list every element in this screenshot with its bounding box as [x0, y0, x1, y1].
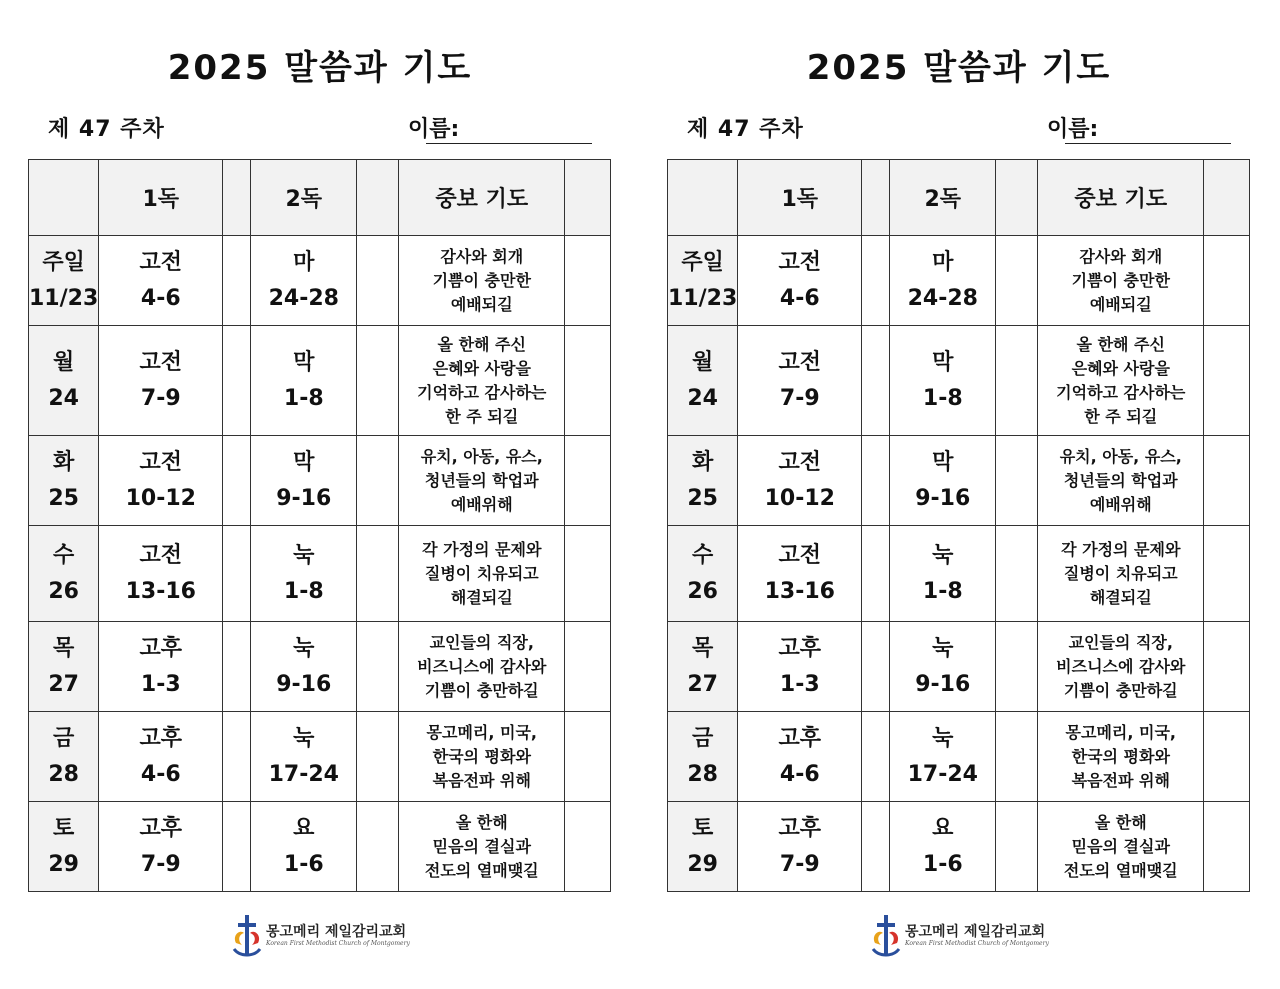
first-reading-cell: [99, 712, 223, 802]
first-reading-cell-line: 1-3: [140, 671, 181, 697]
prayer-cell-line: 복음전파 위해: [432, 770, 531, 790]
day-cell-line: 27: [687, 671, 718, 697]
first-reading-cell: [99, 436, 223, 526]
prayer-cell-line: 올 한해 주신: [1076, 334, 1165, 354]
header-second-reading: 2독: [251, 160, 357, 236]
header-prayer: 중보 기도: [399, 160, 565, 236]
first-reading-cell: [99, 622, 223, 712]
name-blank-line: [426, 143, 592, 144]
day-cell-line: 11/23: [29, 285, 99, 311]
prayer-cell: [1038, 526, 1204, 622]
day-cell-line: 28: [687, 761, 718, 787]
second-reading-cell: [890, 236, 996, 326]
first-reading-cell: [738, 526, 862, 622]
weekly-sheet-right: [659, 0, 1259, 989]
first-reading-cell-line: 고전: [778, 349, 822, 375]
day-cell-line: 24: [48, 385, 79, 411]
prayer-cell-line: 비즈니스에 감사와: [417, 656, 547, 676]
page-title: 2025 말씀과 기도: [806, 48, 1112, 88]
second-reading-cell: [251, 526, 357, 622]
prayer-cell: [399, 236, 565, 326]
day-cell: [668, 622, 738, 712]
prayer-cell-line: 질병이 치유되고: [424, 563, 539, 583]
check-cell-1[interactable]: [223, 236, 251, 326]
header-check-3: [1204, 160, 1250, 236]
prayer-cell-line: 교인들의 직장,: [1068, 632, 1173, 652]
table-row: [29, 326, 611, 436]
check-cell-3[interactable]: [565, 712, 611, 802]
first-reading-cell-line: 고전: [778, 249, 822, 275]
check-cell-1[interactable]: [223, 436, 251, 526]
prayer-cell-line: 각 가정의 문제와: [1061, 539, 1181, 559]
check-cell-3[interactable]: [1204, 326, 1250, 436]
name-blank-line: [1065, 143, 1231, 144]
first-reading-cell-line: 고후: [778, 725, 822, 751]
check-cell-2[interactable]: [357, 436, 399, 526]
prayer-cell-line: 유치, 아동, 유스,: [420, 446, 543, 466]
prayer-cell: [399, 526, 565, 622]
check-cell-2[interactable]: [357, 526, 399, 622]
day-cell: [29, 436, 99, 526]
table-row: [668, 236, 1250, 326]
prayer-cell: [1038, 326, 1204, 436]
header-first-reading: 1독: [99, 160, 223, 236]
prayer-cell-line: 몽고메리, 미국,: [1065, 722, 1176, 742]
first-reading-cell: [738, 712, 862, 802]
prayer-cell: [399, 326, 565, 436]
second-reading-cell: [890, 436, 996, 526]
day-cell-line: 27: [48, 671, 79, 697]
day-cell: [668, 802, 738, 892]
second-reading-cell-line: 요: [293, 815, 315, 841]
prayer-cell: [1038, 436, 1204, 526]
second-reading-cell: [890, 802, 996, 892]
table-row: [29, 526, 611, 622]
week-label: 제 47 주차: [48, 117, 165, 142]
table-header-row: [29, 160, 611, 236]
prayer-cell-line: 유치, 아동, 유스,: [1059, 446, 1182, 466]
second-reading-cell: [251, 236, 357, 326]
header-first-reading: 1독: [738, 160, 862, 236]
second-reading-cell: [251, 326, 357, 436]
day-cell: [668, 436, 738, 526]
check-cell-1[interactable]: [223, 526, 251, 622]
prayer-cell: [1038, 712, 1204, 802]
table-row: [668, 526, 1250, 622]
table-row: [668, 326, 1250, 436]
prayer-cell-line: 기쁨이 충만한: [1071, 270, 1170, 290]
church-name-korean: 몽고메리 제일감리교회: [905, 924, 1046, 940]
check-cell-1[interactable]: [862, 622, 890, 712]
first-reading-cell: [738, 436, 862, 526]
prayer-cell-line: 믿음의 결실과: [432, 836, 531, 856]
check-cell-1[interactable]: [862, 436, 890, 526]
check-cell-2[interactable]: [996, 712, 1038, 802]
first-reading-cell-line: 4-6: [140, 761, 181, 787]
first-reading-cell: [99, 802, 223, 892]
first-reading-cell-line: 고전: [139, 349, 183, 375]
prayer-cell-line: 한 주 되길: [445, 406, 519, 426]
check-cell-3[interactable]: [1204, 236, 1250, 326]
second-reading-cell-line: 눅: [932, 725, 954, 751]
day-cell: [29, 712, 99, 802]
check-cell-2[interactable]: [996, 622, 1038, 712]
first-reading-cell-line: 7-9: [140, 851, 181, 877]
header-check-2: [996, 160, 1038, 236]
prayer-cell-line: 몽고메리, 미국,: [426, 722, 537, 742]
day-cell-line: 11/23: [668, 285, 738, 311]
day-cell-line: 수: [53, 542, 75, 568]
first-reading-cell: [99, 526, 223, 622]
table-row: [29, 802, 611, 892]
check-cell-2[interactable]: [357, 236, 399, 326]
check-cell-2[interactable]: [357, 326, 399, 436]
day-cell-line: 화: [692, 449, 714, 475]
prayer-cell-line: 한국의 평화와: [432, 746, 531, 766]
second-reading-cell-line: 1-6: [922, 851, 963, 877]
first-reading-cell-line: 7-9: [779, 385, 820, 411]
day-cell: [29, 526, 99, 622]
prayer-cell-line: 올 한해 주신: [437, 334, 526, 354]
second-reading-cell-line: 눅: [293, 725, 315, 751]
prayer-cell: [399, 622, 565, 712]
header-check-1: [223, 160, 251, 236]
prayer-cell-line: 예배되길: [1089, 294, 1152, 314]
church-name-english: Korean First Methodist Church of Montgomery: [905, 940, 1049, 947]
check-cell-3[interactable]: [1204, 802, 1250, 892]
check-cell-3[interactable]: [1204, 526, 1250, 622]
check-cell-2[interactable]: [996, 436, 1038, 526]
prayer-cell-line: 질병이 치유되고: [1063, 563, 1178, 583]
first-reading-cell: [99, 236, 223, 326]
first-reading-cell-line: 고후: [139, 815, 183, 841]
second-reading-cell: [251, 712, 357, 802]
prayer-cell: [399, 436, 565, 526]
name-label: 이름:: [408, 117, 460, 142]
day-cell-line: 24: [687, 385, 718, 411]
table-row: [29, 712, 611, 802]
check-cell-3[interactable]: [565, 236, 611, 326]
table-row: [668, 436, 1250, 526]
second-reading-cell-line: 1-8: [283, 385, 324, 411]
header-prayer: 중보 기도: [1038, 160, 1204, 236]
second-reading-cell-line: 요: [932, 815, 954, 841]
prayer-cell-line: 해결되길: [450, 587, 513, 607]
second-reading-cell-line: 눅: [293, 542, 315, 568]
prayer-cell-line: 비즈니스에 감사와: [1056, 656, 1186, 676]
prayer-cell-line: 올 한해: [455, 812, 508, 832]
first-reading-cell-line: 고전: [778, 542, 822, 568]
check-cell-1[interactable]: [223, 622, 251, 712]
check-cell-1[interactable]: [862, 712, 890, 802]
second-reading-cell: [890, 622, 996, 712]
check-cell-1[interactable]: [223, 802, 251, 892]
prayer-cell-line: 청년들의 학업과: [1063, 470, 1178, 490]
day-cell-line: 금: [692, 725, 714, 751]
day-cell-line: 금: [53, 725, 75, 751]
day-cell: [668, 712, 738, 802]
prayer-cell-line: 은혜와 사랑을: [1071, 358, 1170, 378]
day-cell-line: 29: [687, 851, 718, 877]
prayer-cell-line: 기억하고 감사하는: [417, 382, 547, 402]
check-cell-1[interactable]: [862, 236, 890, 326]
day-cell-line: 주일: [681, 249, 724, 275]
first-reading-cell-line: 13-16: [764, 578, 835, 604]
first-reading-cell-line: 고전: [778, 449, 822, 475]
second-reading-cell-line: 눅: [293, 635, 315, 661]
table-row: [29, 436, 611, 526]
second-reading-cell-line: 9-16: [276, 671, 332, 697]
first-reading-cell-line: 10-12: [125, 485, 196, 511]
header-day-blank: [668, 160, 738, 236]
church-name-korean: 몽고메리 제일감리교회: [266, 924, 407, 940]
second-reading-cell-line: 9-16: [276, 485, 332, 511]
first-reading-cell-line: 13-16: [125, 578, 196, 604]
first-reading-cell-line: 4-6: [779, 761, 820, 787]
prayer-cell: [1038, 622, 1204, 712]
prayer-cell-line: 감사와 회개: [440, 246, 524, 266]
check-cell-2[interactable]: [357, 622, 399, 712]
second-reading-cell-line: 막: [293, 449, 315, 475]
day-cell: [668, 526, 738, 622]
table-row: [668, 802, 1250, 892]
check-cell-1[interactable]: [862, 802, 890, 892]
second-reading-cell: [251, 436, 357, 526]
prayer-cell-line: 기쁨이 충만하길: [1063, 680, 1178, 700]
first-reading-cell-line: 고전: [139, 249, 183, 275]
header-check-3: [565, 160, 611, 236]
prayer-cell-line: 복음전파 위해: [1071, 770, 1170, 790]
day-cell-line: 월: [53, 349, 75, 375]
prayer-cell-line: 은혜와 사랑을: [432, 358, 531, 378]
prayer-cell-line: 기쁨이 충만하길: [424, 680, 539, 700]
prayer-cell-line: 믿음의 결실과: [1071, 836, 1170, 856]
header-day-blank: [29, 160, 99, 236]
prayer-cell-line: 기억하고 감사하는: [1056, 382, 1186, 402]
second-reading-cell-line: 막: [932, 349, 954, 375]
second-reading-cell-line: 막: [932, 449, 954, 475]
first-reading-cell: [738, 622, 862, 712]
check-cell-3[interactable]: [1204, 436, 1250, 526]
check-cell-3[interactable]: [1204, 712, 1250, 802]
second-reading-cell-line: 1-8: [922, 578, 963, 604]
day-cell-line: 토: [692, 815, 714, 841]
header-check-2: [357, 160, 399, 236]
reading-plan-table: [667, 159, 1250, 892]
day-cell: [668, 326, 738, 436]
second-reading-cell: [890, 526, 996, 622]
first-reading-cell-line: 7-9: [140, 385, 181, 411]
prayer-cell-line: 예배위해: [1089, 494, 1152, 514]
first-reading-cell-line: 고후: [778, 815, 822, 841]
first-reading-cell: [738, 326, 862, 436]
header-check-1: [862, 160, 890, 236]
second-reading-cell-line: 24-28: [907, 285, 978, 311]
check-cell-3[interactable]: [565, 802, 611, 892]
church-logo: [230, 912, 410, 960]
prayer-cell-line: 전도의 열매맺길: [424, 860, 539, 880]
church-cross-flame-icon: [869, 913, 903, 959]
name-label: 이름:: [1047, 117, 1099, 142]
day-cell-line: 25: [687, 485, 718, 511]
week-label: 제 47 주차: [687, 117, 804, 142]
second-reading-cell-line: 17-24: [268, 761, 339, 787]
day-cell: [29, 622, 99, 712]
check-cell-3[interactable]: [565, 326, 611, 436]
prayer-cell-line: 한국의 평화와: [1071, 746, 1170, 766]
page-title: 2025 말씀과 기도: [167, 48, 473, 88]
second-reading-cell-line: 1-6: [283, 851, 324, 877]
day-cell-line: 주일: [42, 249, 85, 275]
first-reading-cell-line: 1-3: [779, 671, 820, 697]
check-cell-2[interactable]: [996, 526, 1038, 622]
first-reading-cell: [738, 802, 862, 892]
day-cell-line: 25: [48, 485, 79, 511]
first-reading-cell-line: 4-6: [140, 285, 181, 311]
second-reading-cell-line: 막: [293, 349, 315, 375]
check-cell-1[interactable]: [862, 326, 890, 436]
first-reading-cell-line: 고후: [778, 635, 822, 661]
day-cell: [29, 802, 99, 892]
day-cell-line: 월: [692, 349, 714, 375]
second-reading-cell: [251, 622, 357, 712]
second-reading-cell-line: 눅: [932, 635, 954, 661]
second-reading-cell-line: 눅: [932, 542, 954, 568]
day-cell-line: 29: [48, 851, 79, 877]
day-cell: [29, 326, 99, 436]
prayer-cell: [399, 712, 565, 802]
second-reading-cell-line: 9-16: [915, 671, 971, 697]
check-cell-2[interactable]: [357, 802, 399, 892]
table-row: [29, 622, 611, 712]
table-row: [668, 622, 1250, 712]
first-reading-cell-line: 4-6: [779, 285, 820, 311]
table-row: [668, 712, 1250, 802]
check-cell-3[interactable]: [1204, 622, 1250, 712]
prayer-cell: [1038, 802, 1204, 892]
prayer-cell-line: 올 한해: [1094, 812, 1147, 832]
prayer-cell-line: 전도의 열매맺길: [1063, 860, 1178, 880]
day-cell: [668, 236, 738, 326]
prayer-cell-line: 교인들의 직장,: [429, 632, 534, 652]
prayer-cell-line: 감사와 회개: [1079, 246, 1163, 266]
day-cell-line: 목: [53, 635, 75, 661]
prayer-cell-line: 한 주 되길: [1084, 406, 1158, 426]
header-second-reading: 2독: [890, 160, 996, 236]
check-cell-2[interactable]: [996, 236, 1038, 326]
first-reading-cell-line: 고후: [139, 725, 183, 751]
check-cell-2[interactable]: [357, 712, 399, 802]
day-cell-line: 목: [692, 635, 714, 661]
prayer-cell-line: 예배되길: [450, 294, 513, 314]
day-cell-line: 26: [687, 578, 718, 604]
prayer-cell-line: 기쁨이 충만한: [432, 270, 531, 290]
first-reading-cell-line: 10-12: [764, 485, 835, 511]
check-cell-2[interactable]: [996, 802, 1038, 892]
second-reading-cell-line: 마: [932, 249, 954, 275]
check-cell-3[interactable]: [565, 622, 611, 712]
check-cell-1[interactable]: [223, 712, 251, 802]
check-cell-2[interactable]: [996, 326, 1038, 436]
church-logo: [869, 912, 1049, 960]
table-header-row: [668, 160, 1250, 236]
first-reading-cell-line: 고후: [139, 635, 183, 661]
check-cell-1[interactable]: [862, 526, 890, 622]
day-cell-line: 26: [48, 578, 79, 604]
prayer-cell-line: 해결되길: [1089, 587, 1152, 607]
church-cross-flame-icon: [230, 913, 264, 959]
first-reading-cell-line: 고전: [139, 542, 183, 568]
first-reading-cell: [738, 236, 862, 326]
table-row: [29, 236, 611, 326]
second-reading-cell: [251, 802, 357, 892]
prayer-cell-line: 청년들의 학업과: [424, 470, 539, 490]
second-reading-cell: [890, 326, 996, 436]
second-reading-cell: [890, 712, 996, 802]
day-cell-line: 화: [53, 449, 75, 475]
second-reading-cell-line: 24-28: [268, 285, 339, 311]
check-cell-3[interactable]: [565, 436, 611, 526]
day-cell-line: 28: [48, 761, 79, 787]
check-cell-3[interactable]: [565, 526, 611, 622]
prayer-cell: [1038, 236, 1204, 326]
day-cell: [29, 236, 99, 326]
church-name-english: Korean First Methodist Church of Montgomery: [266, 940, 410, 947]
first-reading-cell-line: 7-9: [779, 851, 820, 877]
second-reading-cell-line: 9-16: [915, 485, 971, 511]
weekly-sheet-left: [20, 0, 620, 989]
second-reading-cell-line: 1-8: [922, 385, 963, 411]
prayer-cell-line: 각 가정의 문제와: [422, 539, 542, 559]
day-cell-line: 토: [53, 815, 75, 841]
second-reading-cell-line: 1-8: [283, 578, 324, 604]
first-reading-cell: [99, 326, 223, 436]
check-cell-1[interactable]: [223, 326, 251, 436]
first-reading-cell-line: 고전: [139, 449, 183, 475]
reading-plan-table: [28, 159, 611, 892]
second-reading-cell-line: 17-24: [907, 761, 978, 787]
prayer-cell: [399, 802, 565, 892]
prayer-cell-line: 예배위해: [450, 494, 513, 514]
day-cell-line: 수: [692, 542, 714, 568]
second-reading-cell-line: 마: [293, 249, 315, 275]
